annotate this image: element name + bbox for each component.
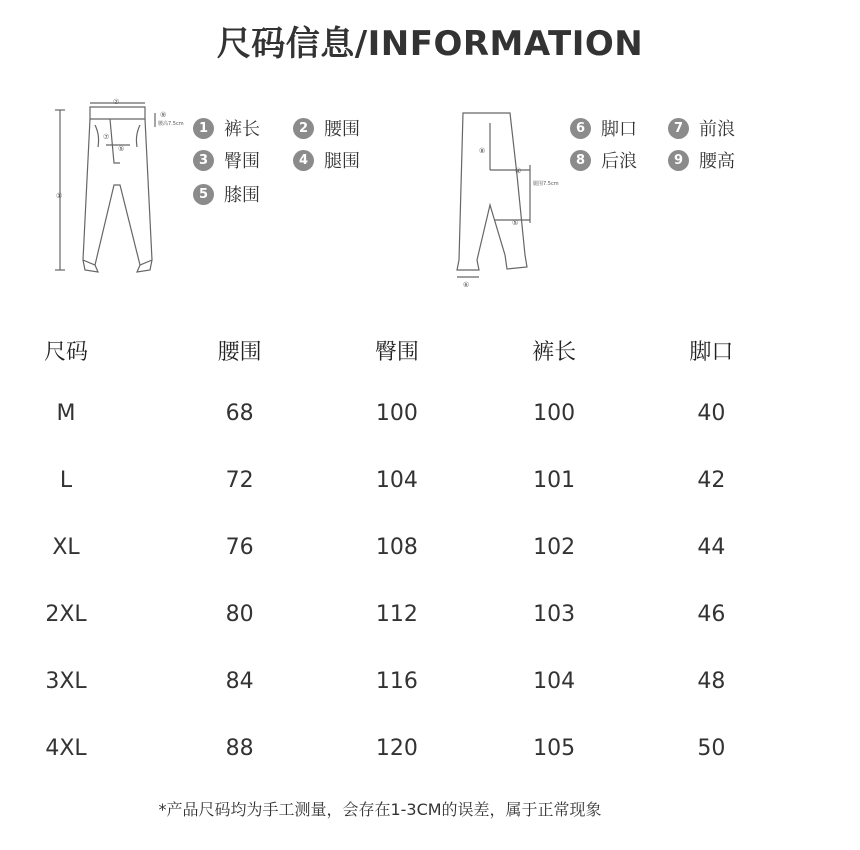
pants-side-diagram (445, 105, 559, 290)
badge-6: 6 (570, 118, 591, 139)
legend-item-5 (193, 181, 260, 207)
table-row (0, 715, 790, 782)
badge-4: 4 (293, 150, 314, 171)
measurement-note: *产品尺码均为手工测量，会存在1-3CM的误差，属于正常现象 (158, 800, 602, 819)
cell-hem: 50 (697, 736, 726, 761)
cell-size: 3XL (45, 669, 87, 694)
side-mark-5: ⑤ (512, 219, 519, 227)
cell-length: 105 (533, 736, 576, 761)
legend-item-7 (668, 115, 735, 141)
front-mark-7: ⑦ (103, 133, 110, 141)
legend-label-9: 腰高 (699, 151, 735, 172)
front-mark-2: ② (113, 98, 120, 106)
badge-3: 3 (193, 150, 214, 171)
legend-label-1: 裤长 (224, 119, 260, 140)
cell-waist: 76 (225, 535, 254, 560)
table-row (0, 648, 790, 715)
table-row (0, 447, 790, 514)
legend-label-4: 腿围 (324, 151, 360, 172)
legend-label-5: 膝围 (224, 185, 260, 206)
cell-waist: 80 (225, 602, 254, 627)
legend-item-6 (570, 115, 637, 141)
page-title: 尺码信息/INFORMATION (216, 24, 644, 64)
cell-size: XL (52, 535, 80, 560)
badge-8: 8 (570, 150, 591, 171)
cell-hem: 46 (697, 602, 726, 627)
legend-label-2: 腰围 (324, 119, 360, 140)
side-mark-6: ⑥ (463, 281, 470, 289)
cell-hip: 120 (375, 736, 418, 761)
cell-length: 100 (533, 401, 576, 426)
legend-item-2 (293, 115, 360, 141)
header-waist: 腰围 (217, 339, 262, 365)
front-mark-1: ① (56, 192, 63, 200)
cell-size: 4XL (45, 736, 87, 761)
cell-hip: 104 (375, 468, 418, 493)
legend-label-7: 前浪 (699, 119, 735, 140)
cell-hem: 40 (697, 401, 726, 426)
waist-height-label: 腰高7.5cm (158, 121, 184, 127)
cell-waist: 68 (225, 401, 254, 426)
pants-front-diagram (40, 95, 185, 280)
front-mark-5: ⑤ (118, 145, 125, 153)
cell-length: 104 (533, 669, 576, 694)
legend-item-1 (193, 115, 260, 141)
cell-hip: 112 (375, 602, 418, 627)
header-hem: 脚口 (689, 339, 734, 365)
legend-item-8 (570, 147, 637, 173)
badge-2: 2 (293, 118, 314, 139)
legend-label-6: 脚口 (601, 119, 637, 140)
cell-size: 2XL (45, 602, 87, 627)
legend-label-3: 臀围 (224, 151, 260, 172)
cell-length: 103 (533, 602, 576, 627)
cell-length: 101 (533, 468, 576, 493)
badge-9: 9 (668, 150, 689, 171)
cell-size: M (56, 401, 76, 426)
legend-label-8: 后浪 (601, 151, 637, 172)
header-hip: 臀围 (374, 339, 419, 365)
table-row (0, 380, 790, 447)
side-mark-4: ④ (515, 167, 522, 175)
table-row (0, 514, 790, 581)
cell-hip: 100 (375, 401, 418, 426)
size-table (0, 320, 790, 782)
cell-length: 102 (533, 535, 576, 560)
front-mark-9: ⑨ (160, 111, 167, 119)
legend-item-9 (668, 147, 735, 173)
side-mark-8: ⑧ (479, 147, 486, 155)
cell-hip: 108 (375, 535, 418, 560)
header-length: 裤长 (532, 339, 577, 365)
legend-item-3 (193, 147, 260, 173)
table-header-row (0, 320, 790, 380)
cell-waist: 84 (225, 669, 254, 694)
badge-1: 1 (193, 118, 214, 139)
badge-7: 7 (668, 118, 689, 139)
cell-hem: 48 (697, 669, 726, 694)
cell-size: L (59, 468, 73, 493)
cell-hem: 44 (697, 535, 726, 560)
cell-waist: 88 (225, 736, 254, 761)
badge-5: 5 (193, 184, 214, 205)
cell-hip: 116 (375, 669, 418, 694)
leg-label: 腿围7.5cm (533, 181, 559, 187)
legend-item-4 (293, 147, 360, 173)
cell-waist: 72 (225, 468, 254, 493)
header-size: 尺码 (43, 339, 88, 365)
table-row (0, 581, 790, 648)
cell-hem: 42 (697, 468, 726, 493)
